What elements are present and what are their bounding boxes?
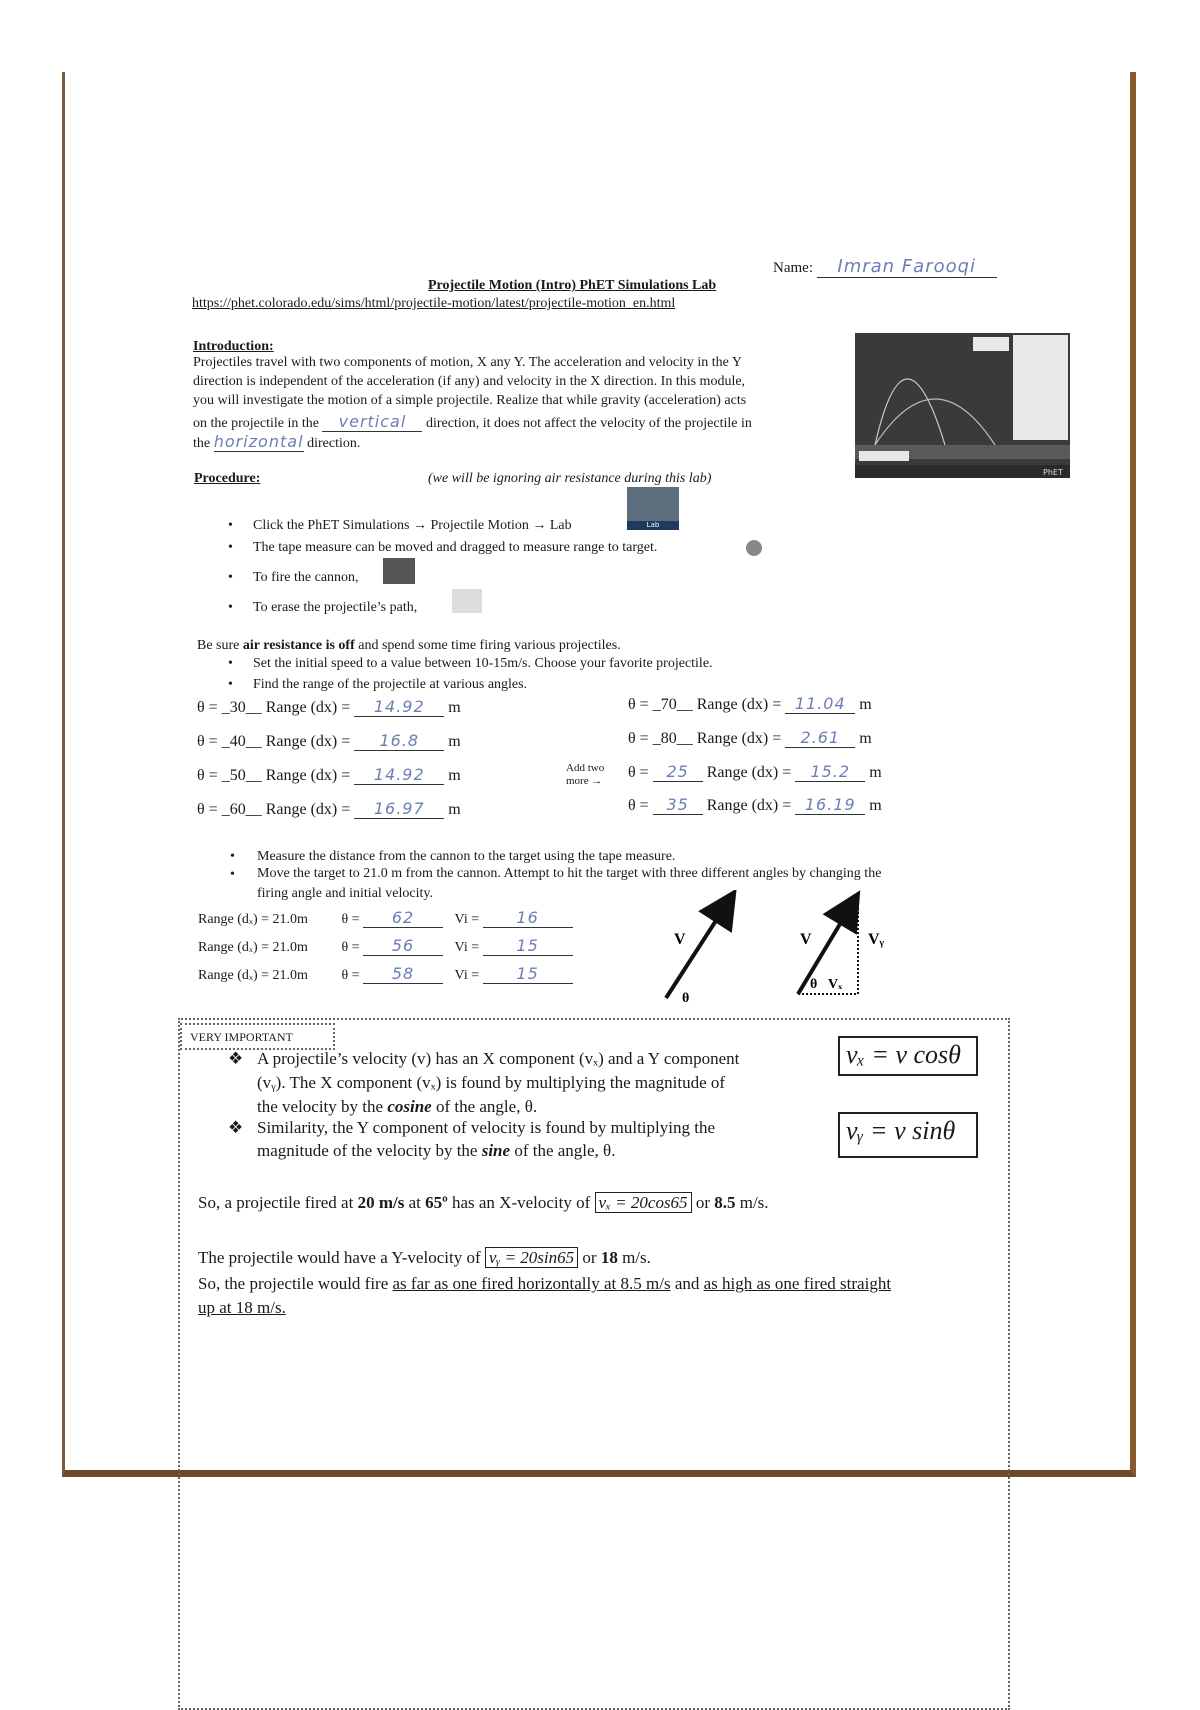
range-label: Range (dx) = [265,767,351,784]
important-p2-line2 [257,1141,615,1161]
range-label: Range (dx) = [706,797,792,814]
unit: m [859,696,872,713]
velocity-vector-2 [798,904,852,994]
vi-label: Vi = [454,940,480,955]
unit: m [448,733,461,750]
example-line-3 [198,1274,891,1294]
ex3-b: and [670,1274,704,1293]
air-intro-bold: air resistance is off [242,638,355,653]
ex2-vy-value: 18 [600,1248,618,1267]
unit: m [869,764,882,781]
procedure-bullet-2: The tape measure can be moved and dragged to measure range to target. [253,540,658,555]
ex2-b: or [578,1248,601,1267]
vx-label: Vₓ [828,977,843,992]
target-range-label: Range (dₓ) = 21.0m [198,968,308,983]
ex1-h: m/s. [735,1193,769,1212]
ex3-a: So, the projectile would fire [198,1274,393,1293]
phet-logo: PhET [1043,468,1063,477]
blank-vertical: vertical [322,412,422,432]
range-value: 14.92 [354,697,444,717]
ex2-d: m/s. [617,1248,651,1267]
theta-value: 58 [363,964,443,984]
theta-label: θ = [628,696,649,713]
vi-label: Vi = [454,912,480,927]
bullet-dot: • [230,867,235,882]
air-intro-a: Be sure [197,638,243,653]
unit: m [448,767,461,784]
vi-value: 16 [483,908,573,928]
add-two-text: Add two [566,762,605,774]
bullet-dot: • [228,518,233,533]
air-bullet-2: Find the range of the projectile at various angles. [253,677,528,692]
bullet-dot: • [228,656,233,671]
fire-cannon-icon [383,558,415,584]
theta-label: θ = [628,730,649,747]
air-intro-b: and spend some time firing various projectiles. [354,638,621,653]
important-p1-line3 [257,1097,537,1117]
simulation-screenshot [855,333,1070,478]
ex1-c: at [404,1193,426,1212]
target-range-label: Range (dₓ) = 21.0m [198,940,308,955]
intro-line-2: direction is independent of the acceleration (if any) and velocity in the X direction. In this module, [193,374,746,389]
intro-line-5a: the [193,436,211,451]
angle-row-right-3 [628,762,882,782]
air-bullet-1: Set the initial speed to a value between 10-15m/s. Choose your favorite projectile. [253,656,713,671]
range-value: 16.97 [354,799,444,819]
ex1-a: So, a projectile fired at [198,1193,358,1212]
vi-value: 15 [483,936,573,956]
vi-label: Vi = [454,968,480,983]
v-label-1: V [674,931,686,948]
range-value: 16.8 [354,731,444,751]
angle-value: _70__ [652,696,693,713]
ex3-underline-2: as high as one fired straight [703,1274,892,1293]
procedure-bullet-3: To fire the cannon, [253,570,359,585]
ex2-formula-box: vᵧ = 20sin65 [485,1247,578,1268]
vy-label: Vᵧ [868,931,885,948]
intro-line-4 [193,412,752,432]
angle-row-left-4 [197,799,461,819]
range-value: 16.19 [795,795,865,815]
intro-line-4b: direction, it does not affect the velocity of the projectile in [425,416,752,431]
air-resistance-intro [197,638,621,654]
velocity-vector-1 [666,902,728,998]
theta-label: θ = [341,968,360,983]
blank-horizontal: horizontal [213,432,304,451]
example-line-1 [198,1193,769,1213]
eraser-icon [452,589,482,613]
angle-value: 35 [653,795,703,815]
target-row-2 [198,936,573,956]
angle-value: _80__ [652,730,693,747]
sim-url-link[interactable]: https://phet.colorado.edu/sims/html/projectile-motion/latest/projectile-motion_en.html [192,296,676,311]
range-label: Range (dx) = [706,764,792,781]
procedure-bullet-4: To erase the projectile’s path, [253,600,418,615]
target-bullet-2-cont: firing angle and initial velocity. [257,886,433,901]
unit: m [448,699,461,716]
bullet-dot: • [228,677,233,692]
sine-word: sine [481,1141,511,1160]
theta-label: θ = [628,764,649,781]
range-label: Range (dx) = [265,733,351,750]
bullet-dot: • [228,600,233,615]
diamond-bullet: ❖ [228,1049,244,1068]
unit: m [859,730,872,747]
more-text: more → [566,775,603,787]
name-label: Name: [773,260,813,276]
sim-screenshot-art [855,333,1070,478]
theta-label: θ = [197,699,218,716]
range-label: Range (dx) = [265,801,351,818]
theta-label: θ = [341,940,360,955]
angle-value: 25 [653,762,703,782]
intro-line-5b: direction. [307,436,361,451]
p2-l2a: magnitude of the velocity by the [257,1141,482,1160]
ex2-a: The projectile would have a Y-velocity of [198,1248,485,1267]
theta-label: θ = [197,767,218,784]
target-bullet-2: Move the target to 21.0 m from the cannon. Attempt to hit the target with three different angles by changing the [257,866,882,881]
target-row-3 [198,964,573,984]
important-p1-line1: A projectile’s velocity (v) has an X component (vₓ) and a Y component [257,1049,740,1068]
name-value: Imran Farooqi [817,256,997,278]
angle-value: _40__ [221,733,262,750]
lab-icon-label: Lab [627,521,679,530]
angle-value: _50__ [221,767,262,784]
intro-line-3: you will investigate the motion of a simple projectile. Realize that while gravity (acceleration) acts [193,393,747,408]
angle-row-right-2 [628,728,872,748]
theta-label-2: θ [810,977,818,992]
v-label-2: V [800,931,812,948]
range-label: Range (dx) = [696,730,782,747]
angle-row-right-4 [628,795,882,815]
page-title: Projectile Motion (Intro) PhET Simulations Lab [428,278,717,293]
formula-vy: vᵧ = v sinθ [838,1112,978,1158]
vi-value: 15 [483,964,573,984]
target-bullet-1: Measure the distance from the cannon to the target using the tape measure. [257,849,676,864]
intro-line-5 [193,432,360,452]
procedure-bullet-1: Click the PhET Simulations → Projectile Motion → Lab [253,518,572,533]
angle-row-left-2 [197,731,461,751]
p1-l3c: of the angle, θ. [431,1097,538,1116]
vector-diagram [650,890,910,1010]
range-label: Range (dx) = [265,699,351,716]
theta-value: 56 [363,936,443,956]
ex1-formula-box: vₓ = 20cos65 [595,1192,692,1213]
range-value: 2.61 [785,728,855,748]
bullet-dot: • [228,570,233,585]
bullet-dot: • [230,849,235,864]
target-row-1 [198,908,573,928]
range-value: 14.92 [354,765,444,785]
ex1-speed: 20 m/s [357,1193,405,1212]
diamond-bullet: ❖ [228,1118,244,1137]
intro-line-4a: on the projectile in the [193,416,319,431]
example-line-2 [198,1248,651,1268]
procedure-heading: Procedure: [194,471,261,486]
important-p1-line2: (vᵧ). The X component (vₓ) is found by multiplying the magnitude of [257,1073,726,1092]
angle-value: _60__ [221,801,262,818]
example-line-4 [198,1298,286,1318]
theta-label: θ = [341,912,360,927]
theta-label-1: θ [682,991,690,1006]
intro-heading: Introduction: [193,339,274,354]
cosine-word: cosine [387,1097,432,1116]
procedure-note: (we will be ignoring air resistance during this lab) [428,471,712,486]
angle-row-left-1 [197,697,461,717]
target-range-label: Range (dₓ) = 21.0m [198,912,308,927]
unit: m [869,797,882,814]
ex3-underline-3: up at 18 m/s. [198,1298,286,1317]
theta-label: θ = [197,801,218,818]
important-p2-line1: Similarity, the Y component of velocity is found by multiplying the [257,1118,715,1137]
range-value: 15.2 [795,762,865,782]
ex1-e: has an X-velocity of [447,1193,595,1212]
intro-line-1: Projectiles travel with two components of motion, X any Y. The acceleration and velocity in the Y [193,355,742,370]
tape-measure-icon [746,540,762,556]
bullet-dot: • [228,540,233,555]
name-row [773,256,997,278]
angle-row-right-1 [628,694,872,714]
formula-vx: vₓ = v cosθ [838,1036,978,1076]
theta-value: 62 [363,908,443,928]
p1-l3a: the velocity by the [257,1097,388,1116]
angle-row-left-3 [197,765,461,785]
range-label: Range (dx) = [696,696,782,713]
lab-screen-icon [627,487,679,530]
range-value: 11.04 [785,694,855,714]
theta-label: θ = [628,797,649,814]
angle-value: _30__ [221,699,262,716]
p2-l2c: of the angle, θ. [510,1141,616,1160]
ex3-underline-1: as far as one fired horizontally at 8.5 m/s [392,1274,671,1293]
ex1-vx-value: 8.5 [714,1193,736,1212]
add-two-more-note [566,762,604,788]
ex1-angle: 65º [425,1193,448,1212]
theta-label: θ = [197,733,218,750]
ex1-f: or [691,1193,715,1212]
important-tag: VERY IMPORTANT [180,1023,335,1050]
unit: m [448,801,461,818]
